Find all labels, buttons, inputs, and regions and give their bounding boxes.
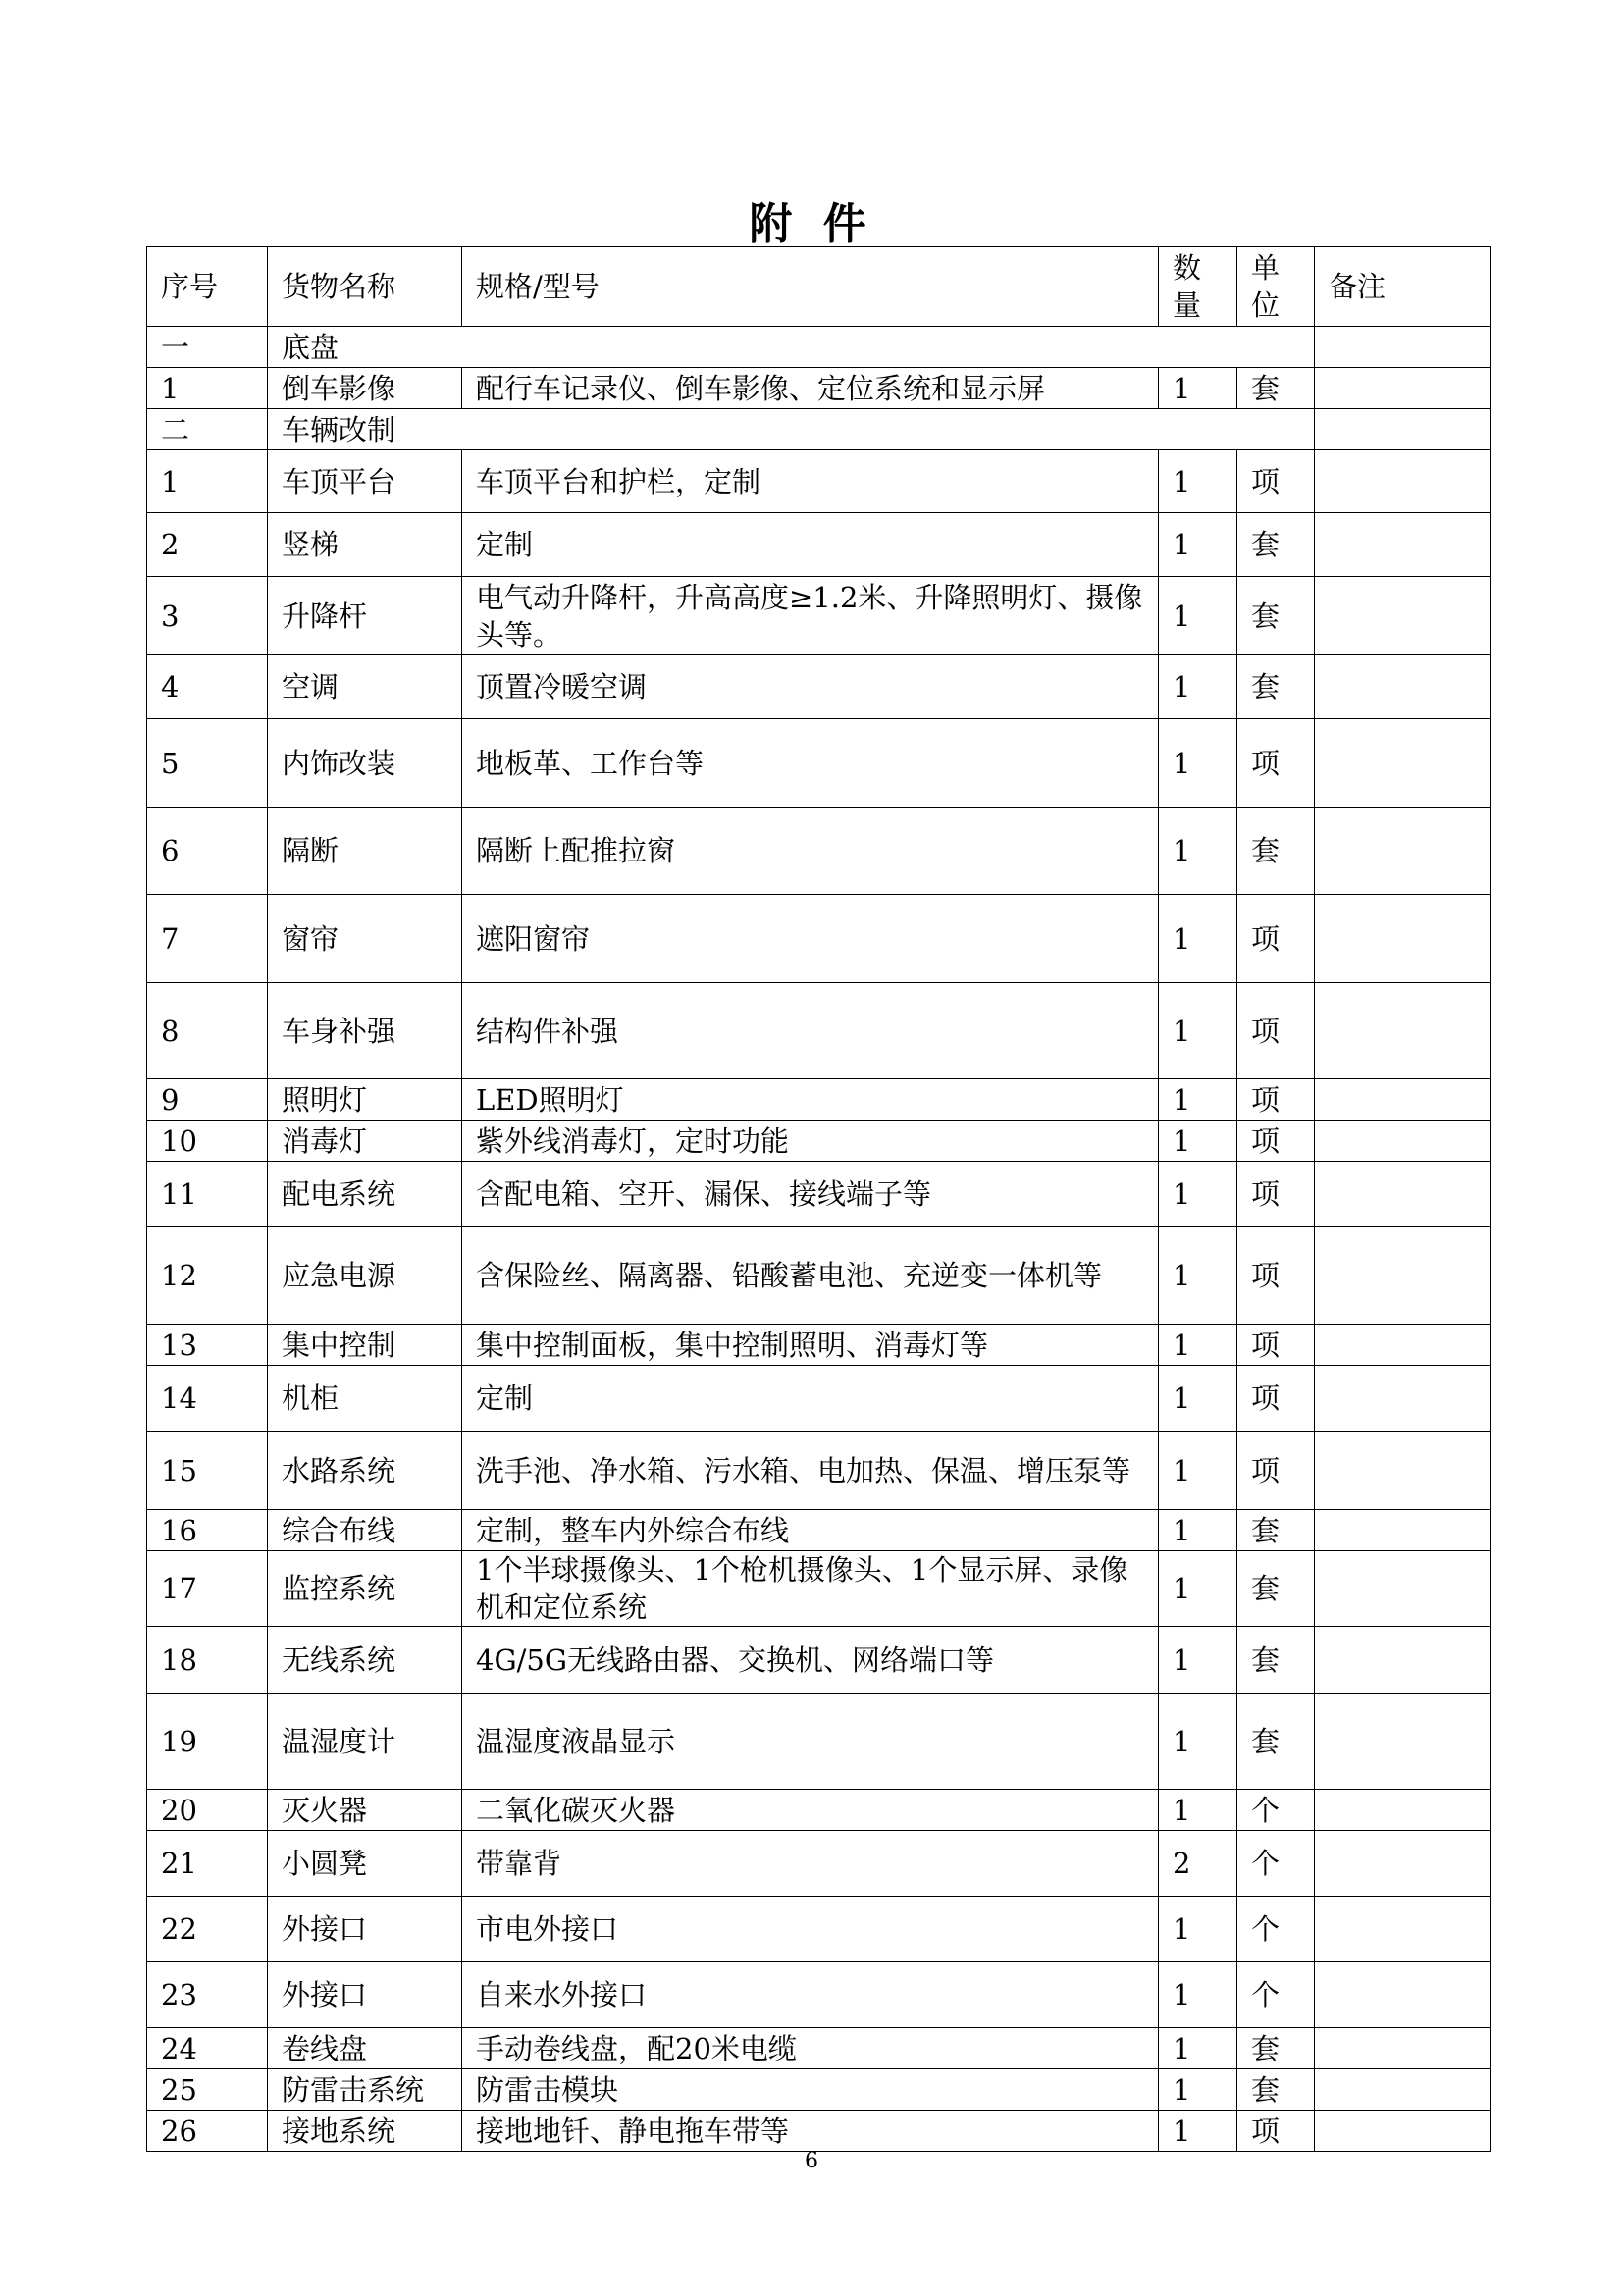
cell-section-name: 底盘 bbox=[268, 327, 1315, 368]
cell-index: 12 bbox=[147, 1227, 268, 1325]
cell-name: 无线系统 bbox=[268, 1627, 462, 1694]
cell-unit: 套 bbox=[1237, 2028, 1315, 2069]
header-unit: 单位 bbox=[1237, 247, 1315, 327]
cell-spec: 二氧化碳灭火器 bbox=[462, 1790, 1159, 1831]
cell-index: 19 bbox=[147, 1694, 268, 1790]
table-row bbox=[147, 1627, 1491, 1694]
cell-unit: 套 bbox=[1237, 1627, 1315, 1694]
cell-spec: 配行车记录仪、倒车影像、定位系统和显示屏 bbox=[462, 368, 1159, 409]
cell-name: 水路系统 bbox=[268, 1432, 462, 1510]
cell-qty: 1 bbox=[1159, 1897, 1237, 1962]
cell-spec: 自来水外接口 bbox=[462, 1962, 1159, 2028]
cell-index: 6 bbox=[147, 808, 268, 895]
table-row bbox=[147, 513, 1491, 577]
cell-index: 21 bbox=[147, 1831, 268, 1897]
cell-spec: 电气动升降杆，升高高度≥1.2米、升降照明灯、摄像头等。 bbox=[462, 577, 1159, 655]
table-row bbox=[147, 1694, 1491, 1790]
cell-spec: 1个半球摄像头、1个枪机摄像头、1个显示屏、录像机和定位系统 bbox=[462, 1551, 1159, 1627]
cell-unit: 套 bbox=[1237, 1551, 1315, 1627]
cell-spec: 定制 bbox=[462, 513, 1159, 577]
table-header-row bbox=[147, 247, 1491, 327]
cell-index: 17 bbox=[147, 1551, 268, 1627]
cell-unit: 个 bbox=[1237, 1831, 1315, 1897]
cell-qty: 1 bbox=[1159, 1079, 1237, 1121]
cell-index: 3 bbox=[147, 577, 268, 655]
cell-qty: 1 bbox=[1159, 513, 1237, 577]
table-row bbox=[147, 1227, 1491, 1325]
cell-index: 4 bbox=[147, 655, 268, 719]
table-row bbox=[147, 1079, 1491, 1121]
header-remark: 备注 bbox=[1315, 247, 1491, 327]
cell-index: 16 bbox=[147, 1510, 268, 1551]
cell-spec: 含保险丝、隔离器、铅酸蓄电池、充逆变一体机等 bbox=[462, 1227, 1159, 1325]
cell-index: 一 bbox=[147, 327, 268, 368]
cell-name: 内饰改装 bbox=[268, 719, 462, 808]
cell-name: 升降杆 bbox=[268, 577, 462, 655]
table-row bbox=[147, 1366, 1491, 1432]
cell-remark bbox=[1315, 655, 1491, 719]
cell-spec: 车顶平台和护栏，定制 bbox=[462, 450, 1159, 513]
cell-unit: 个 bbox=[1237, 1790, 1315, 1831]
cell-qty: 1 bbox=[1159, 450, 1237, 513]
cell-qty: 1 bbox=[1159, 1790, 1237, 1831]
cell-remark bbox=[1315, 368, 1491, 409]
cell-spec: 结构件补强 bbox=[462, 983, 1159, 1079]
cell-unit: 套 bbox=[1237, 2069, 1315, 2111]
header-qty: 数量 bbox=[1159, 247, 1237, 327]
cell-qty: 1 bbox=[1159, 1227, 1237, 1325]
cell-qty: 1 bbox=[1159, 1962, 1237, 2028]
cell-remark bbox=[1315, 1227, 1491, 1325]
cell-spec: 地板革、工作台等 bbox=[462, 719, 1159, 808]
cell-index: 8 bbox=[147, 983, 268, 1079]
cell-remark bbox=[1315, 895, 1491, 983]
cell-qty: 1 bbox=[1159, 1366, 1237, 1432]
cell-unit: 项 bbox=[1237, 1227, 1315, 1325]
cell-unit: 项 bbox=[1237, 719, 1315, 808]
cell-remark bbox=[1315, 2069, 1491, 2111]
header-index: 序号 bbox=[147, 247, 268, 327]
cell-spec: 洗手池、净水箱、污水箱、电加热、保温、增压泵等 bbox=[462, 1432, 1159, 1510]
cell-remark bbox=[1315, 1551, 1491, 1627]
cell-index: 2 bbox=[147, 513, 268, 577]
cell-remark bbox=[1315, 1079, 1491, 1121]
table-body bbox=[147, 327, 1491, 2152]
cell-spec: 防雷击模块 bbox=[462, 2069, 1159, 2111]
table-row bbox=[147, 1325, 1491, 1366]
cell-unit: 个 bbox=[1237, 1897, 1315, 1962]
cell-name: 隔断 bbox=[268, 808, 462, 895]
cell-spec: 带靠背 bbox=[462, 1831, 1159, 1897]
cell-qty: 1 bbox=[1159, 719, 1237, 808]
cell-qty: 1 bbox=[1159, 1551, 1237, 1627]
section-row bbox=[147, 327, 1491, 368]
cell-spec: 隔断上配推拉窗 bbox=[462, 808, 1159, 895]
cell-spec: LED照明灯 bbox=[462, 1079, 1159, 1121]
cell-name: 外接口 bbox=[268, 1897, 462, 1962]
table-row bbox=[147, 1790, 1491, 1831]
cell-index: 20 bbox=[147, 1790, 268, 1831]
cell-qty: 1 bbox=[1159, 1510, 1237, 1551]
cell-qty: 1 bbox=[1159, 2069, 1237, 2111]
cell-name: 空调 bbox=[268, 655, 462, 719]
cell-index: 15 bbox=[147, 1432, 268, 1510]
cell-spec: 集中控制面板，集中控制照明、消毒灯等 bbox=[462, 1325, 1159, 1366]
cell-qty: 1 bbox=[1159, 1627, 1237, 1694]
table-row bbox=[147, 1121, 1491, 1162]
table-row bbox=[147, 655, 1491, 719]
cell-remark bbox=[1315, 1325, 1491, 1366]
cell-remark bbox=[1315, 719, 1491, 808]
cell-unit: 个 bbox=[1237, 1962, 1315, 2028]
table-row bbox=[147, 2028, 1491, 2069]
cell-index: 二 bbox=[147, 409, 268, 450]
page-number: 6 bbox=[805, 2149, 818, 2173]
cell-name: 竖梯 bbox=[268, 513, 462, 577]
cell-name: 车顶平台 bbox=[268, 450, 462, 513]
table-row bbox=[147, 2111, 1491, 2152]
cell-name: 应急电源 bbox=[268, 1227, 462, 1325]
cell-index: 13 bbox=[147, 1325, 268, 1366]
table-row bbox=[147, 1962, 1491, 2028]
table-row bbox=[147, 450, 1491, 513]
cell-remark bbox=[1315, 1121, 1491, 1162]
cell-remark bbox=[1315, 1897, 1491, 1962]
cell-unit: 套 bbox=[1237, 808, 1315, 895]
cell-section-name: 车辆改制 bbox=[268, 409, 1315, 450]
cell-name: 监控系统 bbox=[268, 1551, 462, 1627]
table-row bbox=[147, 719, 1491, 808]
cell-remark bbox=[1315, 1366, 1491, 1432]
cell-spec: 遮阳窗帘 bbox=[462, 895, 1159, 983]
cell-unit: 项 bbox=[1237, 1162, 1315, 1227]
cell-remark bbox=[1315, 1162, 1491, 1227]
cell-name: 综合布线 bbox=[268, 1510, 462, 1551]
cell-qty: 1 bbox=[1159, 808, 1237, 895]
table-row bbox=[147, 808, 1491, 895]
cell-spec: 温湿度液晶显示 bbox=[462, 1694, 1159, 1790]
cell-name: 灭火器 bbox=[268, 1790, 462, 1831]
cell-remark bbox=[1315, 808, 1491, 895]
cell-name: 集中控制 bbox=[268, 1325, 462, 1366]
table-row bbox=[147, 895, 1491, 983]
cell-remark bbox=[1315, 1694, 1491, 1790]
cell-name: 小圆凳 bbox=[268, 1831, 462, 1897]
cell-name: 消毒灯 bbox=[268, 1121, 462, 1162]
cell-spec: 4G/5G无线路由器、交换机、网络端口等 bbox=[462, 1627, 1159, 1694]
cell-unit: 套 bbox=[1237, 655, 1315, 719]
cell-qty: 1 bbox=[1159, 1432, 1237, 1510]
cell-name: 照明灯 bbox=[268, 1079, 462, 1121]
header-spec: 规格/型号 bbox=[462, 247, 1159, 327]
header-name: 货物名称 bbox=[268, 247, 462, 327]
cell-unit: 项 bbox=[1237, 1325, 1315, 1366]
cell-index: 1 bbox=[147, 450, 268, 513]
cell-index: 1 bbox=[147, 368, 268, 409]
cell-qty: 1 bbox=[1159, 2028, 1237, 2069]
goods-table bbox=[146, 246, 1491, 2152]
cell-unit: 项 bbox=[1237, 1366, 1315, 1432]
cell-unit: 套 bbox=[1237, 513, 1315, 577]
cell-unit: 套 bbox=[1237, 1694, 1315, 1790]
cell-qty: 1 bbox=[1159, 1162, 1237, 1227]
cell-name: 防雷击系统 bbox=[268, 2069, 462, 2111]
cell-spec: 紫外线消毒灯，定时功能 bbox=[462, 1121, 1159, 1162]
cell-remark bbox=[1315, 1790, 1491, 1831]
cell-index: 24 bbox=[147, 2028, 268, 2069]
cell-remark bbox=[1315, 2028, 1491, 2069]
cell-index: 25 bbox=[147, 2069, 268, 2111]
cell-remark bbox=[1315, 1962, 1491, 2028]
cell-unit: 项 bbox=[1237, 983, 1315, 1079]
cell-qty: 1 bbox=[1159, 2111, 1237, 2152]
table-row bbox=[147, 2069, 1491, 2111]
cell-name: 机柜 bbox=[268, 1366, 462, 1432]
cell-unit: 项 bbox=[1237, 1121, 1315, 1162]
cell-unit: 套 bbox=[1237, 1510, 1315, 1551]
table-row bbox=[147, 983, 1491, 1079]
cell-remark bbox=[1315, 409, 1491, 450]
page-title: 附 件 bbox=[749, 199, 874, 249]
cell-name: 倒车影像 bbox=[268, 368, 462, 409]
table-row bbox=[147, 1510, 1491, 1551]
cell-name: 外接口 bbox=[268, 1962, 462, 2028]
cell-unit: 套 bbox=[1237, 368, 1315, 409]
section-row bbox=[147, 409, 1491, 450]
cell-qty: 1 bbox=[1159, 1121, 1237, 1162]
cell-index: 11 bbox=[147, 1162, 268, 1227]
cell-qty: 1 bbox=[1159, 368, 1237, 409]
table-row bbox=[147, 1551, 1491, 1627]
cell-spec: 市电外接口 bbox=[462, 1897, 1159, 1962]
cell-remark bbox=[1315, 577, 1491, 655]
cell-remark bbox=[1315, 983, 1491, 1079]
cell-remark bbox=[1315, 327, 1491, 368]
cell-index: 22 bbox=[147, 1897, 268, 1962]
cell-index: 9 bbox=[147, 1079, 268, 1121]
cell-qty: 1 bbox=[1159, 655, 1237, 719]
cell-unit: 项 bbox=[1237, 2111, 1315, 2152]
cell-spec: 顶置冷暖空调 bbox=[462, 655, 1159, 719]
cell-unit: 套 bbox=[1237, 577, 1315, 655]
cell-index: 18 bbox=[147, 1627, 268, 1694]
cell-name: 配电系统 bbox=[268, 1162, 462, 1227]
cell-remark bbox=[1315, 450, 1491, 513]
cell-spec: 接地地钎、静电拖车带等 bbox=[462, 2111, 1159, 2152]
cell-index: 14 bbox=[147, 1366, 268, 1432]
cell-name: 窗帘 bbox=[268, 895, 462, 983]
table-row bbox=[147, 577, 1491, 655]
cell-index: 23 bbox=[147, 1962, 268, 2028]
cell-index: 10 bbox=[147, 1121, 268, 1162]
cell-name: 车身补强 bbox=[268, 983, 462, 1079]
cell-remark bbox=[1315, 1831, 1491, 1897]
cell-qty: 1 bbox=[1159, 577, 1237, 655]
cell-qty: 1 bbox=[1159, 1694, 1237, 1790]
cell-index: 5 bbox=[147, 719, 268, 808]
cell-index: 26 bbox=[147, 2111, 268, 2152]
table-row bbox=[147, 1831, 1491, 1897]
cell-remark bbox=[1315, 1627, 1491, 1694]
cell-unit: 项 bbox=[1237, 450, 1315, 513]
cell-qty: 1 bbox=[1159, 983, 1237, 1079]
cell-name: 接地系统 bbox=[268, 2111, 462, 2152]
cell-spec: 定制，整车内外综合布线 bbox=[462, 1510, 1159, 1551]
table-row bbox=[147, 1897, 1491, 1962]
cell-qty: 1 bbox=[1159, 1325, 1237, 1366]
table-row bbox=[147, 1432, 1491, 1510]
table-row bbox=[147, 368, 1491, 409]
cell-unit: 项 bbox=[1237, 895, 1315, 983]
cell-qty: 1 bbox=[1159, 895, 1237, 983]
cell-remark bbox=[1315, 1432, 1491, 1510]
cell-index: 7 bbox=[147, 895, 268, 983]
cell-spec: 定制 bbox=[462, 1366, 1159, 1432]
cell-unit: 项 bbox=[1237, 1432, 1315, 1510]
cell-name: 温湿度计 bbox=[268, 1694, 462, 1790]
cell-qty: 2 bbox=[1159, 1831, 1237, 1897]
cell-unit: 项 bbox=[1237, 1079, 1315, 1121]
cell-remark bbox=[1315, 513, 1491, 577]
cell-remark bbox=[1315, 2111, 1491, 2152]
cell-remark bbox=[1315, 1510, 1491, 1551]
cell-spec: 含配电箱、空开、漏保、接线端子等 bbox=[462, 1162, 1159, 1227]
cell-spec: 手动卷线盘，配20米电缆 bbox=[462, 2028, 1159, 2069]
table-row bbox=[147, 1162, 1491, 1227]
cell-name: 卷线盘 bbox=[268, 2028, 462, 2069]
